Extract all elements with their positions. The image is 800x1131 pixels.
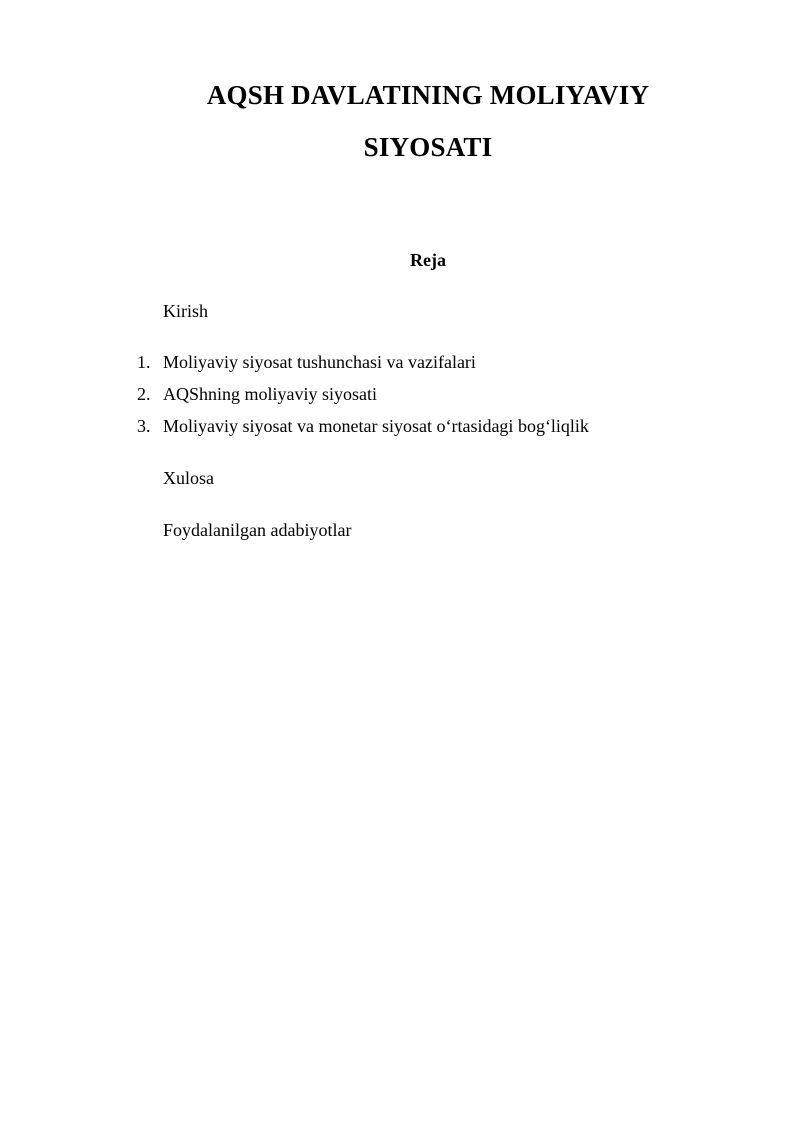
intro-entry: Kirish	[163, 301, 208, 321]
plan-heading: Reja	[410, 250, 446, 270]
list-item-text: Moliyaviy siyosat va monetar siyosat o‘rtasidagi bog‘liqlik	[163, 416, 589, 436]
document-title-line-1: AQSH DAVLATINING MOLIYAVIY	[206, 80, 650, 110]
conclusion-entry: Xulosa	[163, 468, 214, 488]
list-item-number: 3.	[137, 416, 151, 436]
list-item-text: Moliyaviy siyosat tushunchasi va vazifalari	[163, 352, 476, 372]
list-item-number: 2.	[137, 384, 151, 404]
plan-list-item	[137, 351, 476, 373]
document-title-line-2: SIYOSATI	[363, 132, 493, 162]
references-entry: Foydalanilgan adabiyotlar	[163, 520, 352, 540]
list-item-text: AQShning moliyaviy siyosati	[163, 384, 378, 404]
list-item-number: 1.	[137, 352, 151, 372]
plan-list-item	[137, 415, 589, 437]
plan-list-item	[137, 383, 377, 405]
